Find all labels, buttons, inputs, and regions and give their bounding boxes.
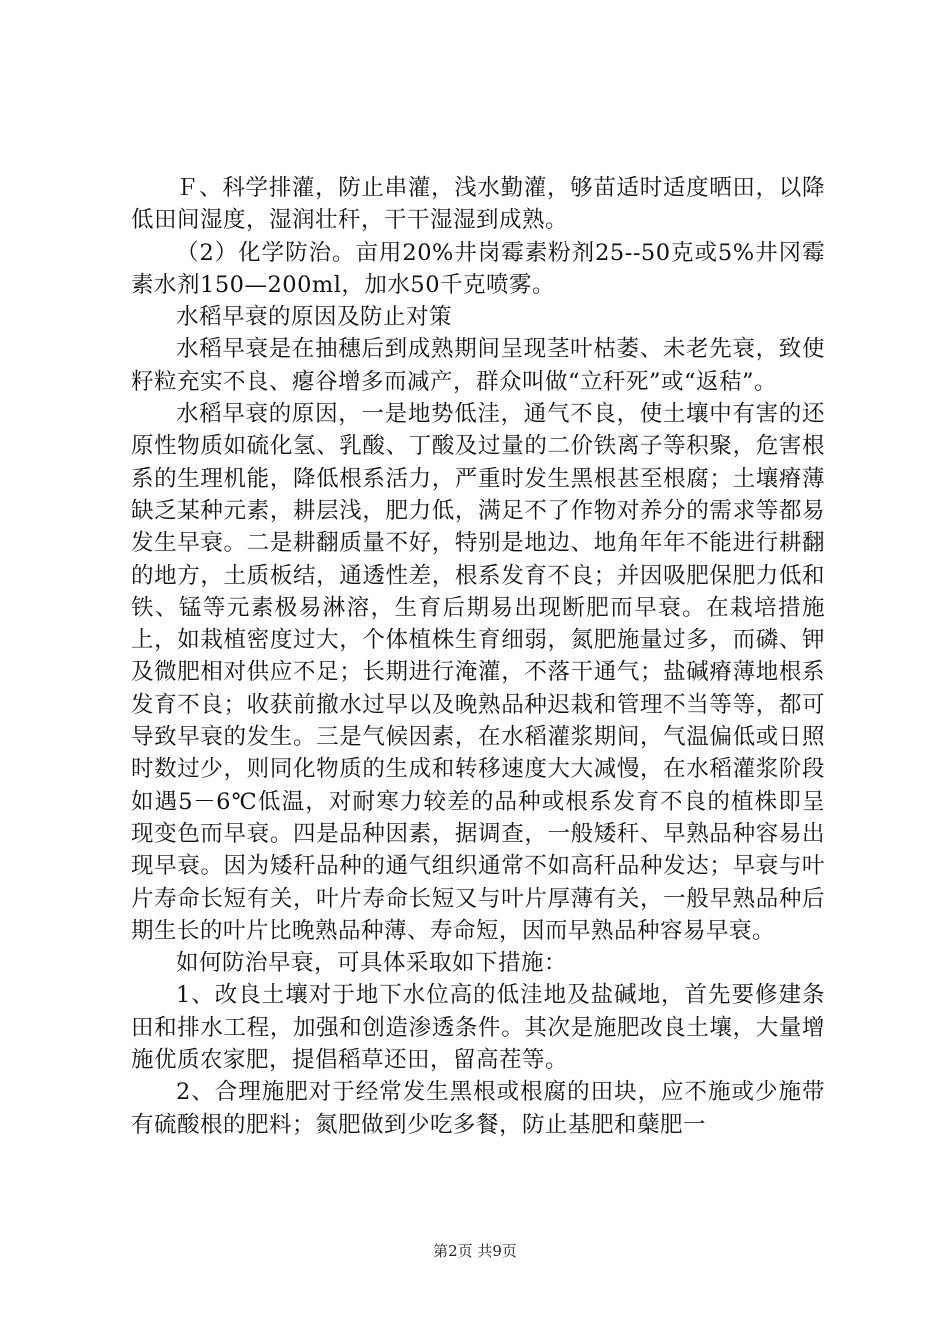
paragraph-improve-soil: 1、改良土壤对于地下水位高的低洼地及盐碱地，首先要修建条田和排水工程，加强和创造渗透条件。其次是施肥改良土壤，大量增施优质农家肥，提倡稻草还田，留高茬等。 (131, 982, 825, 1074)
paragraph-drainage-irrigation: Ｆ、科学排灌，防止串灌，浅水勤灌，够苗适时适度晒田，以降低田间湿度，湿润壮秆，干干湿湿到成熟。 (131, 175, 825, 234)
section-title: 水稻早衰的原因及防止对策 (176, 304, 453, 331)
paragraph-definition: 水稻早衰是在抽穗后到成熟期间呈现茎叶枯萎、未老先衰，致使籽粒充实不良、瘪谷增多而减产，群众叫做“立秆死”或“返秸”。 (131, 336, 825, 395)
paragraph-prevention-intro: 如何防治早衰，可具体采取如下措施： (176, 950, 568, 977)
document-body (131, 172, 825, 1141)
page-footer (0, 1241, 950, 1261)
paragraph-causes: 水稻早衰的原因，一是地势低洼，通气不良，使土壤中有害的还原性物质如硫化氢、乳酸、丁酸及过量的二价铁离子等积聚，危害根系的生理机能，降低根系活力，严重时发生黑根甚至根腐；土壤瘠薄缺乏某种元素，耕层浅，肥力低，满足不了作物对养分的需求等都易发生早衰。二是耕翻质量不好，特别是地边、地角年年不能进行耕翻的地方，土质板结，通透性差，根系发育不良；并因吸肥保肥力低和铁、锰等元素极易淋溶，生育后期易出现断肥而早衰。在栽培措施上，如栽植密度过大，个体植株生育细弱，氮肥施量过多，而磷、钾及微肥相对供应不足；长期进行淹灌，不落干通气；盐碱瘠薄地根系发育不良；收获前撤水过早以及晚熟品种迟栽和管理不当等等，都可导致早衰的发生。三是气候因素，在水稻灌浆期间，气温偏低或日照时数过少，则同化物质的生成和转移速度大大减慢，在水稻灌浆阶段如遇5－6℃低温，对耐寒力较差的品种或根系发育不良的植株即呈现变色而早衰。四是品种因素，据调查，一般矮秆、早熟品种容易出现早衰。因为矮秆品种的通气组织通常不如高秆品种发达；早衰与叶片寿命长短有关，叶片寿命长短又与叶片厚薄有关，一般早熟品种后期生长的叶片比晚熟品种薄、寿命短，因而早熟品种容易早衰。 (131, 401, 825, 944)
paragraph-rational-fertilization: 2、合理施肥对于经常发生黑根或根腐的田块，应不施或少施带有硫酸根的肥料；氮肥做到少吃多餐，防止基肥和蘖肥一 (131, 1079, 825, 1138)
paragraph-chemical-control: （2）化学防治。亩用20%井岗霉素粉剂25--50克或5%井冈霉素水剂150—200ml，加水50千克喷雾。 (131, 239, 825, 298)
page-indicator: 第2页 共9页 (433, 1242, 517, 1260)
